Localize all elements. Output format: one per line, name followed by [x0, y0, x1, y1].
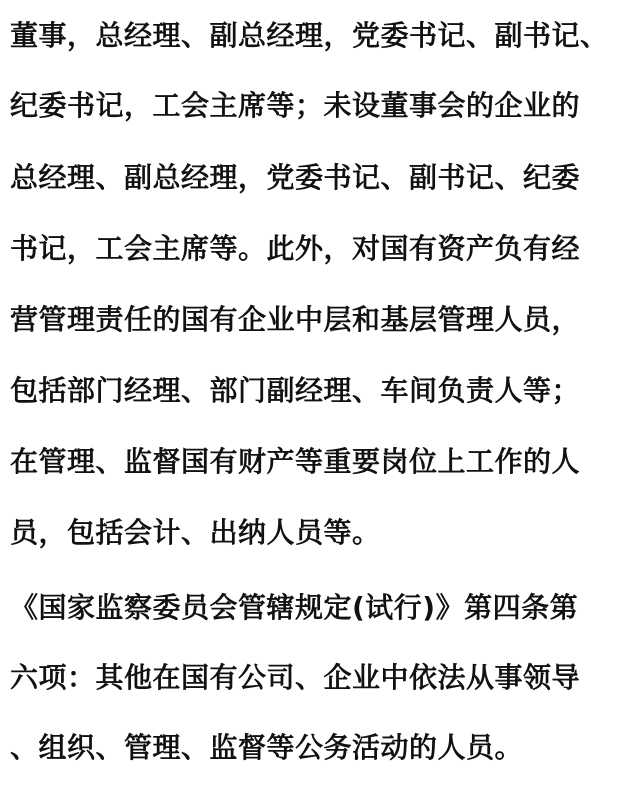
text-line: 纪委书记，工会主席等；未设董事会的企业的	[10, 89, 581, 122]
text-line: 、组织、管理、监督等公务活动的人员。	[10, 731, 524, 764]
text-line: 员，包括会计、出纳人员等。	[10, 516, 381, 549]
text-line: 营管理责任的国有企业中层和基层管理人员，	[10, 303, 581, 336]
text-line: 六项：其他在国有公司、企业中依法从事领导	[10, 661, 581, 694]
text-line: 在管理、监督国有财产等重要岗位上工作的人	[10, 445, 581, 478]
text-line: 书记，工会主席等。此外，对国有资产负有经	[10, 232, 581, 265]
text-line: 董事，总经理、副总经理，党委书记、副书记、	[10, 19, 609, 52]
text-line: 包括部门经理、部门副经理、车间负责人等；	[10, 374, 581, 407]
text-line: 《国家监察委员会管辖规定(试行)》第四条第	[10, 591, 579, 624]
text-line: 总经理、副总经理，党委书记、副书记、纪委	[10, 161, 581, 194]
